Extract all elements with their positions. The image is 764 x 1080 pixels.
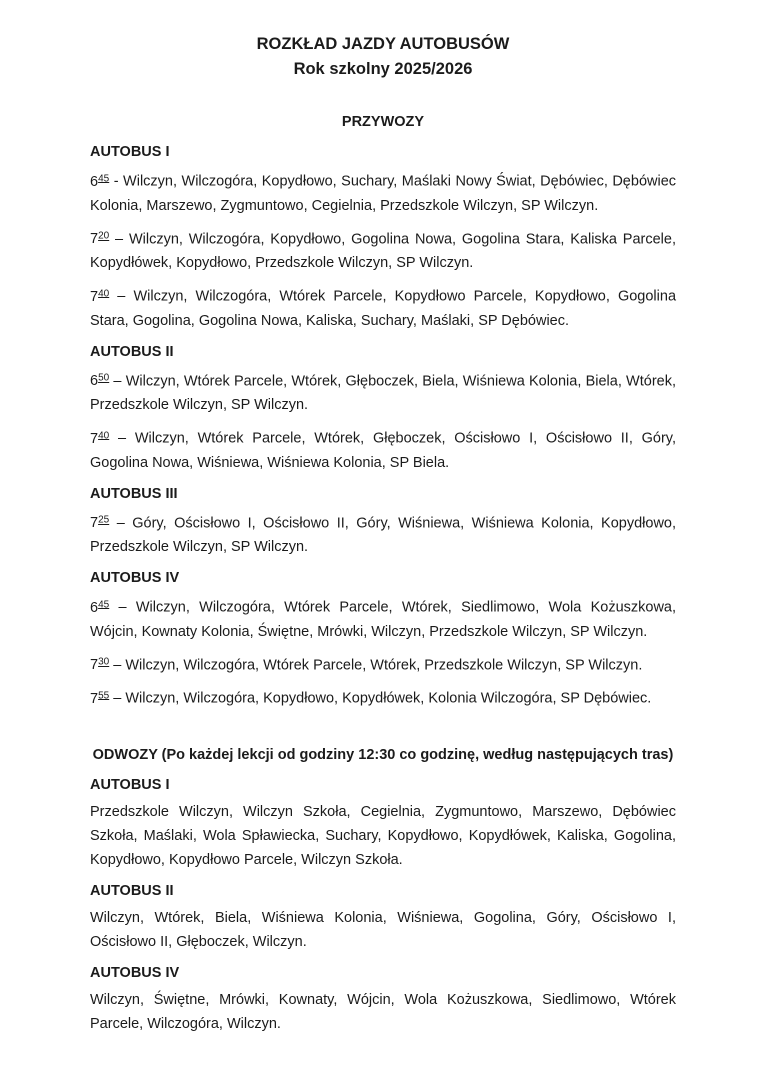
route-separator: –	[113, 373, 122, 389]
route-separator: –	[113, 657, 122, 673]
section-heading-przywozy: PRZYWOZY	[341, 114, 425, 130]
route-stops: Wilczyn, Świętne, Mrówki, Kownaty, Wójcin, Wola Kożuszkowa, Siedlimowo, Wtórek Parcele, Wilczogóra, Wilczyn.	[90, 991, 676, 1032]
route-stops: Wilczyn, Wtórek Parcele, Wtórek, Głęboczek, Ościsłowo I, Ościsłowo II, Góry, Gogolina Nowa, Wiśniewa, Wiśniewa Kolonia, SP Biela.	[90, 430, 677, 471]
route-minutes: 40	[98, 288, 110, 299]
route-hour: 7	[90, 515, 99, 531]
route-stops: Wilczyn, Wilczogóra, Wtórek Parcele, Wtórek, Przedszkole Wilczyn, SP Wilczyn.	[125, 657, 643, 673]
route-stops: Wilczyn, Wtórek Parcele, Wtórek, Głęboczek, Biela, Wiśniewa Kolonia, Biela, Wtórek, Przedszkole Wilczyn, SP Wilczyn.	[90, 373, 676, 413]
route-stops: Wilczyn, Wilczogóra, Wtórek Parcele, Wtórek, Siedlimowo, Wola Kożuszkowa, Wójcin, Kownaty Kolonia, Świętne, Mrówki, Wilczyn, Przedszkole Wilczyn, SP Wilczyn.	[90, 599, 677, 640]
route-time	[90, 231, 109, 247]
bus-heading-odwozy-autobus-1: AUTOBUS I	[90, 776, 170, 793]
route-paragraph	[90, 167, 676, 218]
route-minutes: 30	[98, 656, 110, 668]
route-paragraph	[90, 424, 676, 475]
route-paragraph	[90, 509, 676, 560]
route-minutes: 20	[98, 230, 110, 242]
bus-heading-przywozy-autobus-1: AUTOBUS I	[90, 144, 170, 160]
route-separator: -	[113, 173, 119, 190]
route-time	[90, 174, 109, 190]
section-heading-odwozy: ODWOZY (Po każdej lekcji od godziny 12:30 co godzinę, według następujących tras)	[92, 746, 674, 763]
route-paragraph	[90, 367, 676, 418]
route-hour: 7	[90, 690, 99, 707]
route-time	[90, 691, 109, 707]
route-hour: 7	[90, 657, 99, 673]
route-time	[90, 289, 109, 305]
route-stops: Wilczyn, Wilczogóra, Wtórek Parcele, Kopydłowo Parcele, Kopydłowo, Gogolina Stara, Gogolina, Gogolina Nowa, Kaliska, Suchary, Maślaki, SP Dębówiec.	[90, 288, 677, 329]
bus-heading-odwozy-autobus-4: AUTOBUS IV	[90, 964, 180, 981]
route-stops: Wilczyn, Wilczogóra, Kopydłowo, Gogolina Nowa, Gogolina Stara, Kaliska Parcele, Kopydłówek, Kopydłowo, Przedszkole Wilczyn, SP Wilczyn.	[90, 231, 676, 271]
route-hour: 7	[90, 288, 99, 305]
route-time	[90, 515, 109, 531]
route-minutes: 45	[98, 599, 110, 610]
page-subtitle: Rok szkolny 2025/2026	[293, 60, 473, 78]
page-title: ROZKŁAD JAZDY AUTOBUSÓW	[256, 35, 510, 53]
route-paragraph	[90, 800, 676, 872]
route-minutes: 45	[98, 173, 110, 184]
route-separator: –	[113, 690, 122, 707]
route-separator: –	[117, 430, 127, 447]
bus-heading-przywozy-autobus-4: AUTOBUS IV	[90, 570, 180, 586]
bus-heading-przywozy-autobus-3: AUTOBUS III	[90, 485, 178, 502]
route-time	[90, 657, 109, 673]
route-stops: Wilczyn, Wilczogóra, Kopydłowo, Kopydłówek, Kolonia Wilczogóra, SP Dębówiec.	[125, 690, 652, 707]
route-minutes: 40	[98, 430, 110, 441]
route-minutes: 25	[98, 514, 110, 526]
route-stops: Góry, Ościsłowo I, Ościsłowo II, Góry, Wiśniewa, Wiśniewa Kolonia, Kopydłowo, Przedszkole Wilczyn, SP Wilczyn.	[90, 515, 677, 555]
route-paragraph	[90, 651, 676, 678]
route-time	[90, 600, 109, 616]
route-hour: 6	[90, 599, 99, 616]
route-stops: Wilczyn, Wtórek, Biela, Wiśniewa Kolonia, Wiśniewa, Gogolina, Góry, Ościsłowo I, Ościsłowo II, Głęboczek, Wilczyn.	[90, 909, 676, 950]
route-separator: –	[117, 288, 126, 305]
bus-heading-odwozy-autobus-2: AUTOBUS II	[90, 882, 174, 899]
route-paragraph	[90, 906, 676, 954]
route-minutes: 55	[98, 690, 110, 701]
route-time	[90, 431, 109, 447]
route-time	[90, 373, 109, 389]
route-paragraph	[90, 684, 676, 711]
route-paragraph	[90, 225, 676, 276]
bus-heading-przywozy-autobus-2: AUTOBUS II	[90, 343, 174, 360]
route-hour: 6	[90, 173, 99, 190]
route-hour: 7	[90, 231, 99, 247]
route-stops: Przedszkole Wilczyn, Wilczyn Szkoła, Cegielnia, Zygmuntowo, Marszewo, Dębówiec Szkoła, Maślaki, Wola Spławiecka, Suchary, Kopydłowo, Kopydłówek, Kaliska, Gogolina, Kopydłowo, Kopydłowo Parcele, Wilczyn Szkoła.	[90, 803, 676, 868]
route-minutes: 50	[98, 372, 110, 384]
route-paragraph	[90, 988, 676, 1036]
route-stops: Wilczyn, Wilczogóra, Kopydłowo, Suchary, Maślaki Nowy Świat, Dębówiec, Dębówiec Kolonia, Marszewo, Zygmuntowo, Cegielnia, Przedszkole Wilczyn, SP Wilczyn.	[90, 173, 677, 214]
route-paragraph	[90, 593, 676, 644]
route-hour: 6	[90, 373, 99, 389]
route-separator: –	[115, 231, 124, 247]
route-separator: –	[118, 599, 127, 616]
route-separator: –	[116, 515, 125, 531]
route-hour: 7	[90, 430, 99, 447]
route-paragraph	[90, 282, 676, 333]
